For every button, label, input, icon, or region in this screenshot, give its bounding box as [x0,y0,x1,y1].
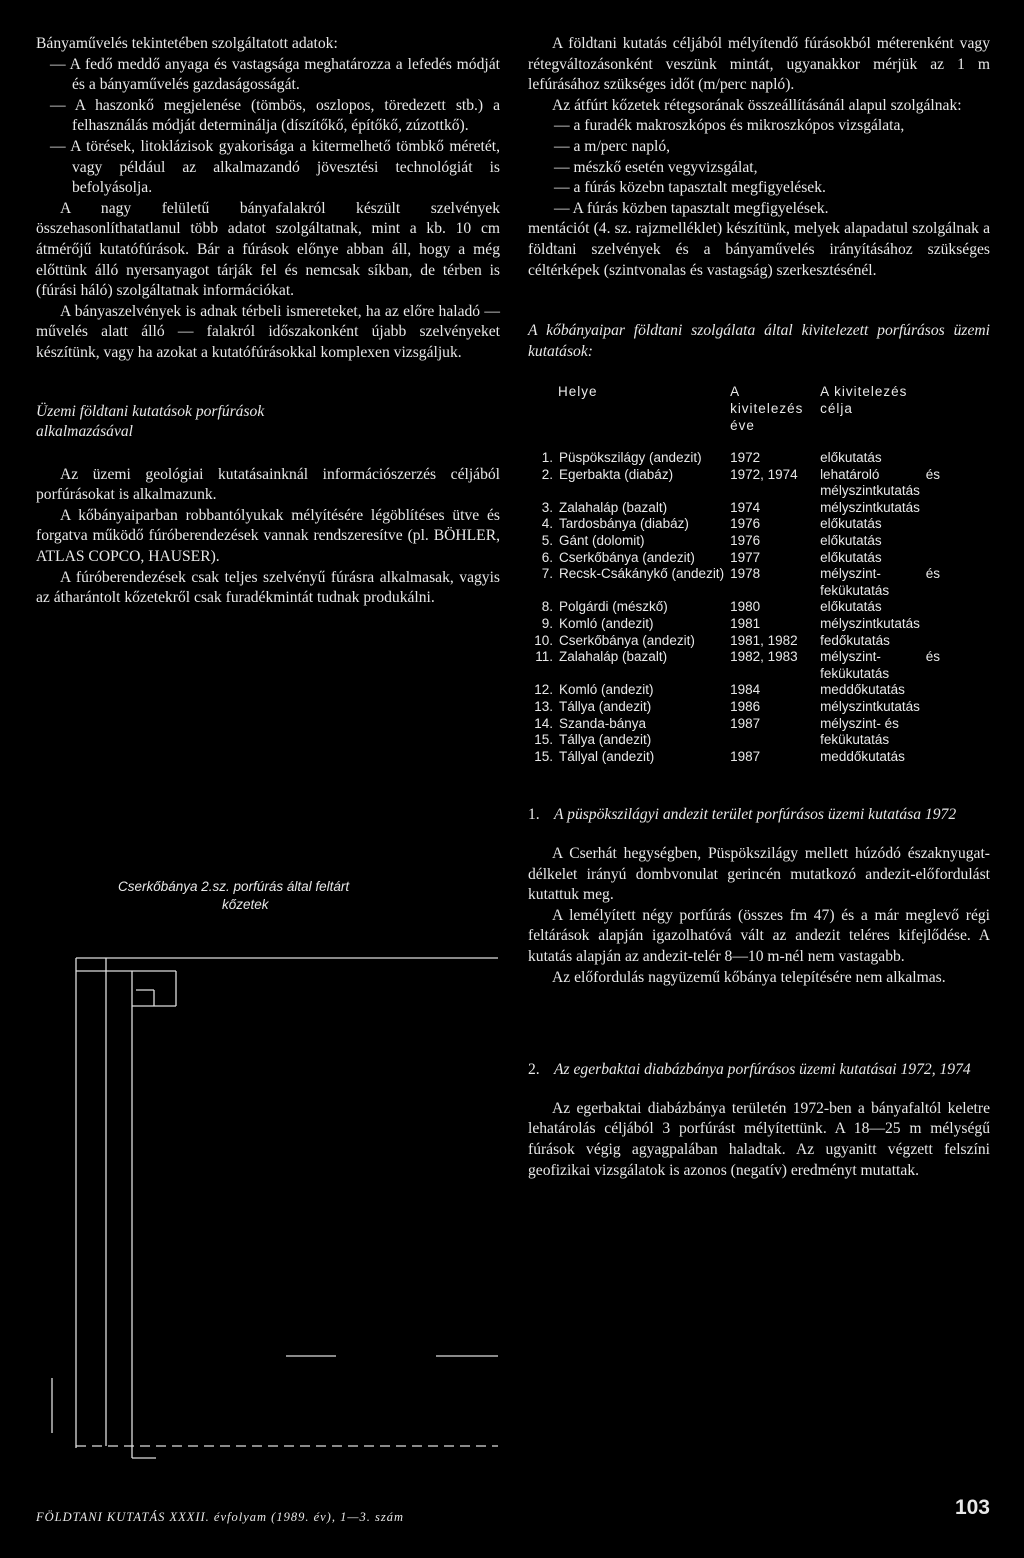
paragraph: A Cserhát hegységben, Püspökszilágy mellett húzódó északnyugat-délkelet irányú dombvonulat gerincén mutatkozó andezit-előfordulást kutattuk meg. [528,844,990,904]
column-header-year: A kivitelezés éve [730,384,804,433]
row-purpose: fekükutatás [820,732,890,748]
row-purpose: előkutatás [820,549,882,565]
row-purpose: mélyszintkutatás [820,699,920,714]
row-number: 6. [541,549,553,565]
dash-item: — a furadék makroszkópos és mikroszkópos vizsgálata, [554,117,905,135]
table-row [528,732,943,749]
row-number: 1. [541,450,553,466]
paragraph: A bányaszelvények is adnak térbeli ismereteket, ha az előre haladó — művelés alatt álló — falakról időszakonként újabb szelvényeket készítünk, vagy ha azokat a kutatófúrásokkal komplexen vizsgáljuk. [36,302,500,361]
table-row [528,699,943,716]
column-header-purpose: A kivitelezés célja [820,384,908,416]
row-location: Szanda-bánya [559,715,647,731]
row-purpose: meddőkutatás [820,682,905,698]
row-year: 1986 [730,699,761,714]
row-purpose: mélyszint- és [820,715,899,731]
column-header-location: Helye [558,384,598,400]
paragraph: mentációt (4. sz. rajzmelléklet) készítünk, melyek alapadatul szolgálnak a földtani szelvények és a bányaművelés irányításához szükséges céltérképek (szintvonalas és vastagság) szerkesztésénél. [528,220,990,279]
row-year [727,732,817,749]
row-number: 10. [534,632,553,648]
paragraph: Bányaművelés tekintetében szolgáltatott adatok: [36,35,338,52]
dash-item: — A fúrás közben tapasztalt megfigyelések. [554,199,829,217]
row-year: 1981, 1982 [730,632,798,648]
row-year: 1987 [730,748,761,764]
row-year: 1972, 1974 [730,466,798,482]
row-purpose: lehatároló és mélyszintkutatás [820,466,941,499]
row-year: 1980 [730,599,761,615]
row-year: 1972 [730,450,761,466]
row-number: 15. [534,748,553,764]
section-heading: A kőbányaipar földtani szolgálata által kivitelezett porfúrásos üzemi kutatások: [528,322,990,360]
row-number: 9. [541,616,553,632]
table-row [528,500,943,517]
footer: FÖLDTANI KUTATÁS XXXII. évfolyam (1989. év), 1—3. szám [36,1510,404,1524]
row-year: 1987 [730,715,761,731]
dash-item: — A fedő meddő anyaga és vastagsága meghatározza a lefedés módját és a bányaművelés gazdaságosságát. [50,55,500,94]
paragraph: A földtani kutatás céljából mélyítendő fúrásokból méterenként vagy rétegváltozásonként veszünk mintát, ugyanakkor mérjük az 1 m lefúrásához szükséges időt (m/perc napló). [528,35,990,94]
table-row [528,550,943,567]
paragraph: A fúróberendezések csak teljes szelvényű fúrásra alkalmasak, vagyis az átharántolt kőzetekről csak furadékmintát tudnak produkálni. [36,568,500,607]
row-purpose: mélyszintkutatás [820,616,920,632]
row-purpose: előkutatás [820,450,882,466]
paragraph: A kőbányaiparban robbantólyukak mélyítésére légöblítéses ütve és forgatva működő fúróberendezések vannak rendszeresítve (pl. BÖHLER, ATLAS COPCO, HAUSER). [36,506,500,566]
row-location: Komló (andezit) [559,616,654,632]
row-year: 1982, 1983 [730,649,798,665]
row-location: Komló (andezit) [559,682,654,698]
row-year: 1974 [730,499,761,515]
row-location: Egerbakta (diabáz) [559,466,674,482]
row-location: Tállya (andezit) [559,732,652,748]
paragraph: Az egerbaktai diabázbánya területén 1972-ben a bányafaltól keletre lehatárolás céljából 3 porfúrást mélyítettünk. A 18—25 m mélységű fúrások végig agyagpalában haladtak. Az ugyanitt végzett felszíni geofizikai vizsgálatok is azonos (negatív) eredményt mutattak. [528,1099,990,1179]
row-number: 12. [534,682,553,698]
row-number: 14. [534,715,553,731]
table-row [528,682,943,699]
table-row [528,633,943,650]
borehole-figure [36,878,506,1478]
paragraph: Az üzemi geológiai kutatásainknál információszerzés céljából porfúrásokat is alkalmazunk. [36,465,500,504]
figure-caption: Cserkőbánya 2.sz. porfúrás által feltárt kőzetek [118,879,350,912]
table-row [528,649,943,682]
row-purpose: mélyszint- és fekükutatás [820,649,941,681]
subsection-heading: 1. A püspökszilágyi andezit terület porfúrásos üzemi kutatása 1972 [528,806,957,824]
table-row [528,616,943,633]
row-number: 8. [541,599,553,615]
borehole-log-diagram [36,878,506,1478]
row-location: Cserkőbánya (andezit) [559,549,695,565]
dash-item: — A haszonkő megjelenése (tömbös, oszlopos, töredezett stb.) a felhasználás módját determinálja (díszítőkő, építőkő, zúzottkő). [50,96,500,135]
row-year: 1981 [730,616,761,632]
row-location: Zalahaláp (bazalt) [559,649,668,665]
row-location: Tállyal (andezit) [559,748,655,764]
row-purpose: előkutatás [820,599,882,615]
row-number: 13. [534,699,553,714]
row-location: Cserkőbánya (andezit) [559,632,695,648]
dash-item: — A törések, litoklázisok gyakorisága a kitermelhető tömbkő méretét, vagy például az alkalmazandó jövesztési technológiát is befolyásolja. [50,137,500,197]
table-row [528,599,943,616]
subsection-heading: 2. Az egerbaktai diabázbánya porfúrásos üzemi kutatásai 1972, 1974 [528,1061,971,1079]
table-row [528,467,943,500]
row-purpose: mélyszintkutatás [820,499,920,515]
row-location: Polgárdi (mészkő) [559,599,668,615]
row-year: 1976 [730,516,761,532]
paragraph: Az átfúrt kőzetek rétegsorának összeállításánál alapul szolgálnak: [552,96,962,114]
row-purpose: fedőkutatás [820,632,890,648]
dash-item: — a m/perc napló, [554,137,671,155]
paragraph: A nagy felületű bányafalakról készült szelvények összehasonlíthatatlanul több adatot szolgáltatnak, mint a kb. 10 cm átmérőjű kutatófúrások. Bár a fúrások előnye abban áll, hogy a még előttünk álló nyersanyagot tárják fel és nemcsak síkban, de térben is (fúrási háló) szolgáltatnak információkat. [36,199,500,300]
section-heading: Üzemi földtani kutatások porfúrások alkalmazásával [36,402,265,441]
row-year: 1976 [730,533,761,549]
row-year: 1984 [730,682,761,698]
row-number: 5. [541,533,553,549]
table-row [528,516,943,533]
row-location: Zalahaláp (bazalt) [559,499,668,515]
row-year: 1978 [730,566,761,582]
drilling-table [528,384,943,765]
row-number: 3. [541,499,553,515]
row-number: 11. [535,649,553,665]
table-row [528,450,943,467]
dash-item: — a fúrás közebn tapasztalt megfigyelések. [554,179,826,197]
row-purpose: meddőkutatás [820,748,905,764]
row-purpose: előkutatás [820,516,882,532]
page-number: 103 [954,1496,990,1519]
row-location: Recsk-Csákánykő (andezit) [559,566,725,582]
row-number: 15. [534,732,553,748]
row-number: 4. [541,516,553,532]
dash-item: — mészkő esetén vegyvizsgálat, [554,158,758,176]
row-location: Tardosbánya (diabáz) [559,516,689,532]
row-location: Gánt (dolomit) [559,533,645,549]
row-purpose: mélyszint- és fekükutatás [820,566,941,598]
table-header-row [528,384,943,450]
table-row [528,749,943,766]
right-column [528,34,990,1181]
row-year: 1977 [730,549,761,565]
row-location: Püspökszilágy (andezit) [559,450,702,466]
row-number: 7. [541,566,553,582]
row-location: Tállya (andezit) [559,699,652,714]
paragraph: A lemélyített négy porfúrás (összes fm 47) és a már meglevő régi feltárások alapján igazolhatóvá vált az andezit teléres kifejlődése. A kutatás alapján az andezit-telér 8—10 m-nél nem vastagabb. [528,906,990,965]
table-row [528,566,943,599]
paragraph: Az előfordulás nagyüzemű kőbánya telepítésére nem alkalmas. [552,968,946,986]
table-row [528,533,943,550]
row-number: 2. [541,466,553,482]
table-row [528,716,943,733]
left-column [36,34,500,609]
row-purpose: előkutatás [820,533,882,549]
